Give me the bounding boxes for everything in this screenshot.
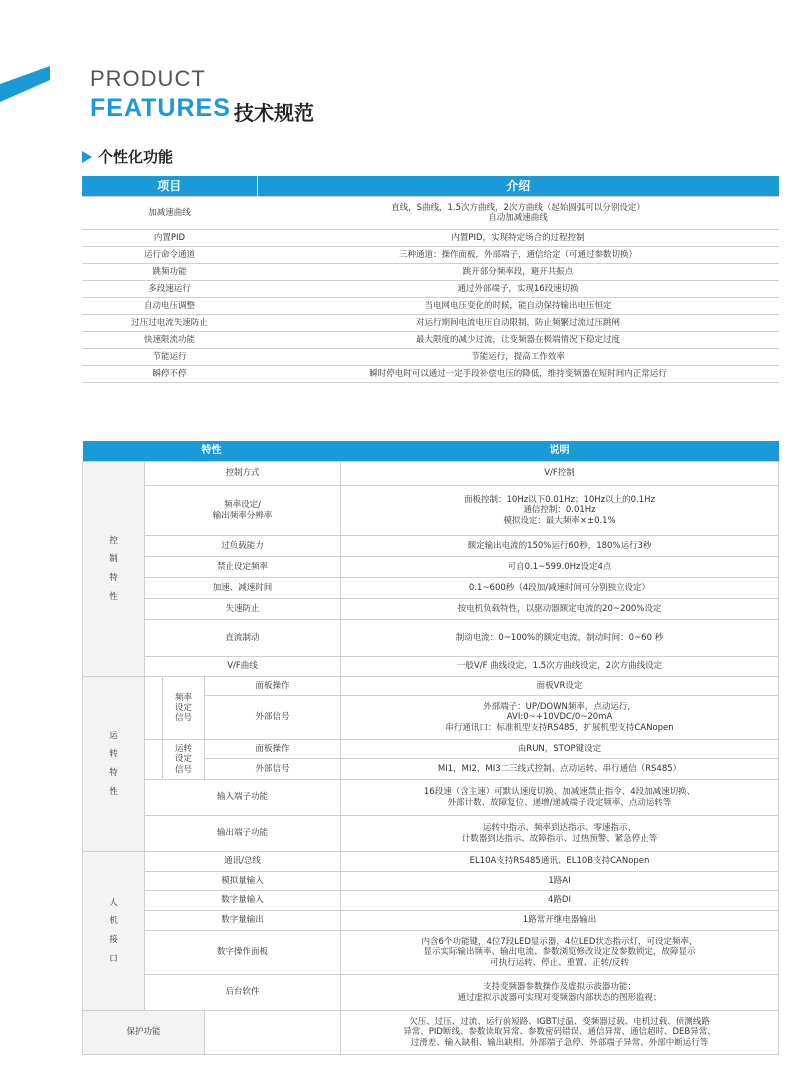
table-row (83, 816, 779, 852)
row-desc: 内置PID，实现特定场合的过程控制 (257, 230, 779, 247)
row-item: 快速限流功能 (82, 332, 257, 349)
row-desc: 1路AI (341, 872, 779, 891)
table-row (82, 264, 779, 281)
table-row (83, 740, 779, 759)
table-row (83, 557, 779, 578)
spacer-cell (145, 677, 163, 740)
table-row (83, 657, 779, 677)
row-desc: 节能运行，提高工作效率 (257, 349, 779, 366)
row-desc: 1路常开继电器输出 (341, 911, 779, 931)
row-desc: 由RUN，STOP键设定 (341, 740, 779, 759)
table-row (83, 911, 779, 931)
row-desc: 欠压、过压、过流、运行前短路、IGBT过温、变频器过载、电机过载、侦测线路 异常、PID断线、参数读取异常、参数密码错误、通信异常、通信超时、DEB异常、 过滑差、输入缺相、输出缺相、外部端子急停、外部端子异常、外部中断运行等 (341, 1011, 779, 1055)
row-name: 控制方式 (145, 462, 341, 486)
col-header-item: 项目 (82, 176, 257, 197)
row-item: 加减速曲线 (82, 197, 257, 230)
table-row (82, 332, 779, 349)
row-desc: 按电机负载特性，以驱动器额定电流的20~200%设定 (341, 599, 779, 620)
row-desc: 一般V/F 曲线设定，1.5次方曲线设定，2次方曲线设定 (341, 657, 779, 677)
row-name: 模拟量输入 (145, 872, 341, 891)
row-item: 运行命令通道 (82, 247, 257, 264)
row-item: 过压过电流失速防止 (82, 315, 257, 332)
table-row (83, 780, 779, 816)
row-name: 面板操作 (205, 677, 341, 696)
row-desc: V/F控制 (341, 462, 779, 486)
row-desc: 面板VR设定 (341, 677, 779, 696)
row-name: 加速、减速时间 (145, 578, 341, 599)
row-name: V/F曲线 (145, 657, 341, 677)
table-row (83, 891, 779, 911)
header-product: PRODUCT (90, 66, 206, 91)
table-row (83, 931, 779, 975)
row-name: 数字量输出 (145, 911, 341, 931)
row-desc: 内含6个功能键，4位7段LED显示器，4位LED状态指示灯，可设定频率， 显示实际输出频率、输出电流、参数浏览修改设定及参数锁定，故障显示 可执行运转、停止、重置、正转/反转 (341, 931, 779, 975)
table-row (82, 366, 779, 383)
row-name: 数字量输入 (145, 891, 341, 911)
section-title-text: 个性化功能 (98, 148, 174, 166)
row-name: 后台软件 (145, 975, 341, 1011)
row-desc: 16段速（含主速）可默认速度切换、加减速禁止指令、4段加减速切换、 外部计数、故障复位、递增/递减端子设定频率、点动运转等 (341, 780, 779, 816)
row-name: 频率设定/ 输出频率分辨率 (145, 486, 341, 536)
row-desc: 4路DI (341, 891, 779, 911)
table-row (82, 349, 779, 366)
col-header-feature: 特性 (83, 441, 341, 462)
row-name: 直流制动 (145, 620, 341, 657)
row-desc: 外部端子：UP/DOWN频率，点动运行， AVI:0~+10VDC/0~20mA 串行通讯口：标准机型支持RS485，扩展机型支持CANopen (341, 696, 779, 740)
row-name: 外部信号 (205, 696, 341, 740)
row-desc: 直线，S曲线，1.5次方曲线，2次方曲线（起始圆弧可以分别设定） 自动加减速曲线 (257, 197, 779, 230)
row-desc: 运转中指示、频率到达指示、零速指示、 计数器到达指示、故障指示、过热预警、紧急停止等 (341, 816, 779, 852)
row-desc: MI1，MI2，MI3二三线式控制、点动运转、串行通信（RS485） (341, 759, 779, 780)
row-desc: 制动电流：0~100%的额定电流，制动时间：0~60 秒 (341, 620, 779, 657)
table-row (83, 462, 779, 486)
row-item: 节能运行 (82, 349, 257, 366)
row-desc: 最大限度的减少过流，让变频器在极端情况下稳定过度 (257, 332, 779, 349)
header-features: FEATURES (90, 94, 231, 122)
table-row (83, 677, 779, 696)
table-row (82, 197, 779, 230)
table-row (83, 620, 779, 657)
row-desc: 可自0.1~599.0Hz设定4点 (341, 557, 779, 578)
table-row (83, 975, 779, 1011)
row-name: 输出端子功能 (145, 816, 341, 852)
table-row (82, 281, 779, 298)
subgroup-run-signal: 运转 设定 信号 (163, 740, 205, 780)
row-desc: 跳开部分频率段，避开共振点 (257, 264, 779, 281)
table-row (82, 247, 779, 264)
row-item: 跳频功能 (82, 264, 257, 281)
row-desc: 支持变频器参数操作及虚拟示波器功能； 通过虚拟示波器可实现对变频器内部状态的图形监视； (341, 975, 779, 1011)
header-title-cn: 技术规范 (234, 101, 314, 125)
group-label-run: 运 转 特 性 (83, 677, 145, 852)
table-row (83, 536, 779, 557)
spacer-cell (145, 740, 163, 780)
row-desc: 瞬时停电时可以通过一定手段补偿电压的降低，维持变频器在短时间内正常运行 (257, 366, 779, 383)
table-row (83, 578, 779, 599)
row-desc: 面板控制：10Hz以下0.01Hz；10Hz以上的0.1Hz 通信控制：0.01Hz 模拟设定：最大频率×±0.1% (341, 486, 779, 536)
play-triangle-icon (82, 151, 92, 163)
row-desc: 0.1~600秒（4段加/减速时间可分别独立设定） (341, 578, 779, 599)
row-desc: 额定输出电流的150%运行60秒，180%运行3秒 (341, 536, 779, 557)
group-label-hmi: 人 机 接 口 (83, 852, 145, 1011)
table-row (82, 315, 779, 332)
table-row (82, 298, 779, 315)
row-desc: EL10A支持RS485通讯、EL10B支持CANopen (341, 852, 779, 872)
row-desc: 当电网电压变化的时候，能自动保持输出电压恒定 (257, 298, 779, 315)
row-name: 面板操作 (205, 740, 341, 759)
table-row (82, 230, 779, 247)
section-title (82, 146, 173, 167)
row-name: 外部信号 (205, 759, 341, 780)
table-row (83, 486, 779, 536)
row-name: 失速防止 (145, 599, 341, 620)
specifications-table (82, 441, 779, 1055)
col-header-intro: 介绍 (257, 176, 779, 197)
subgroup-freq-signal: 频率 设定 信号 (163, 677, 205, 740)
row-item: 自动电压调整 (82, 298, 257, 315)
row-name: 通讯/总线 (145, 852, 341, 872)
personalized-functions-table (82, 176, 779, 383)
row-name: 数字操作面板 (145, 931, 341, 975)
row-desc: 对运行期间电流电压自动限制，防止频繁过流过压跳闸 (257, 315, 779, 332)
row-desc: 三种通道：操作面板，外部端子，通信给定（可通过参数切换） (257, 247, 779, 264)
row-name-protection: 保护功能 (83, 1011, 205, 1055)
row-name: 输入端子功能 (145, 780, 341, 816)
row-name: 过负载能力 (145, 536, 341, 557)
row-item: 内置PID (82, 230, 257, 247)
row-desc: 通过外部端子，实现16段速切换 (257, 281, 779, 298)
row-item: 瞬停不停 (82, 366, 257, 383)
row-item: 多段速运行 (82, 281, 257, 298)
table-row (83, 599, 779, 620)
table-row (83, 1011, 779, 1055)
spacer-cell (205, 1011, 341, 1055)
table-row (83, 872, 779, 891)
decorative-stripe (0, 66, 50, 102)
group-label-control: 控 制 特 性 (83, 462, 145, 677)
row-name: 禁止设定频率 (145, 557, 341, 578)
table-row (83, 852, 779, 872)
col-header-desc: 说明 (341, 441, 779, 462)
